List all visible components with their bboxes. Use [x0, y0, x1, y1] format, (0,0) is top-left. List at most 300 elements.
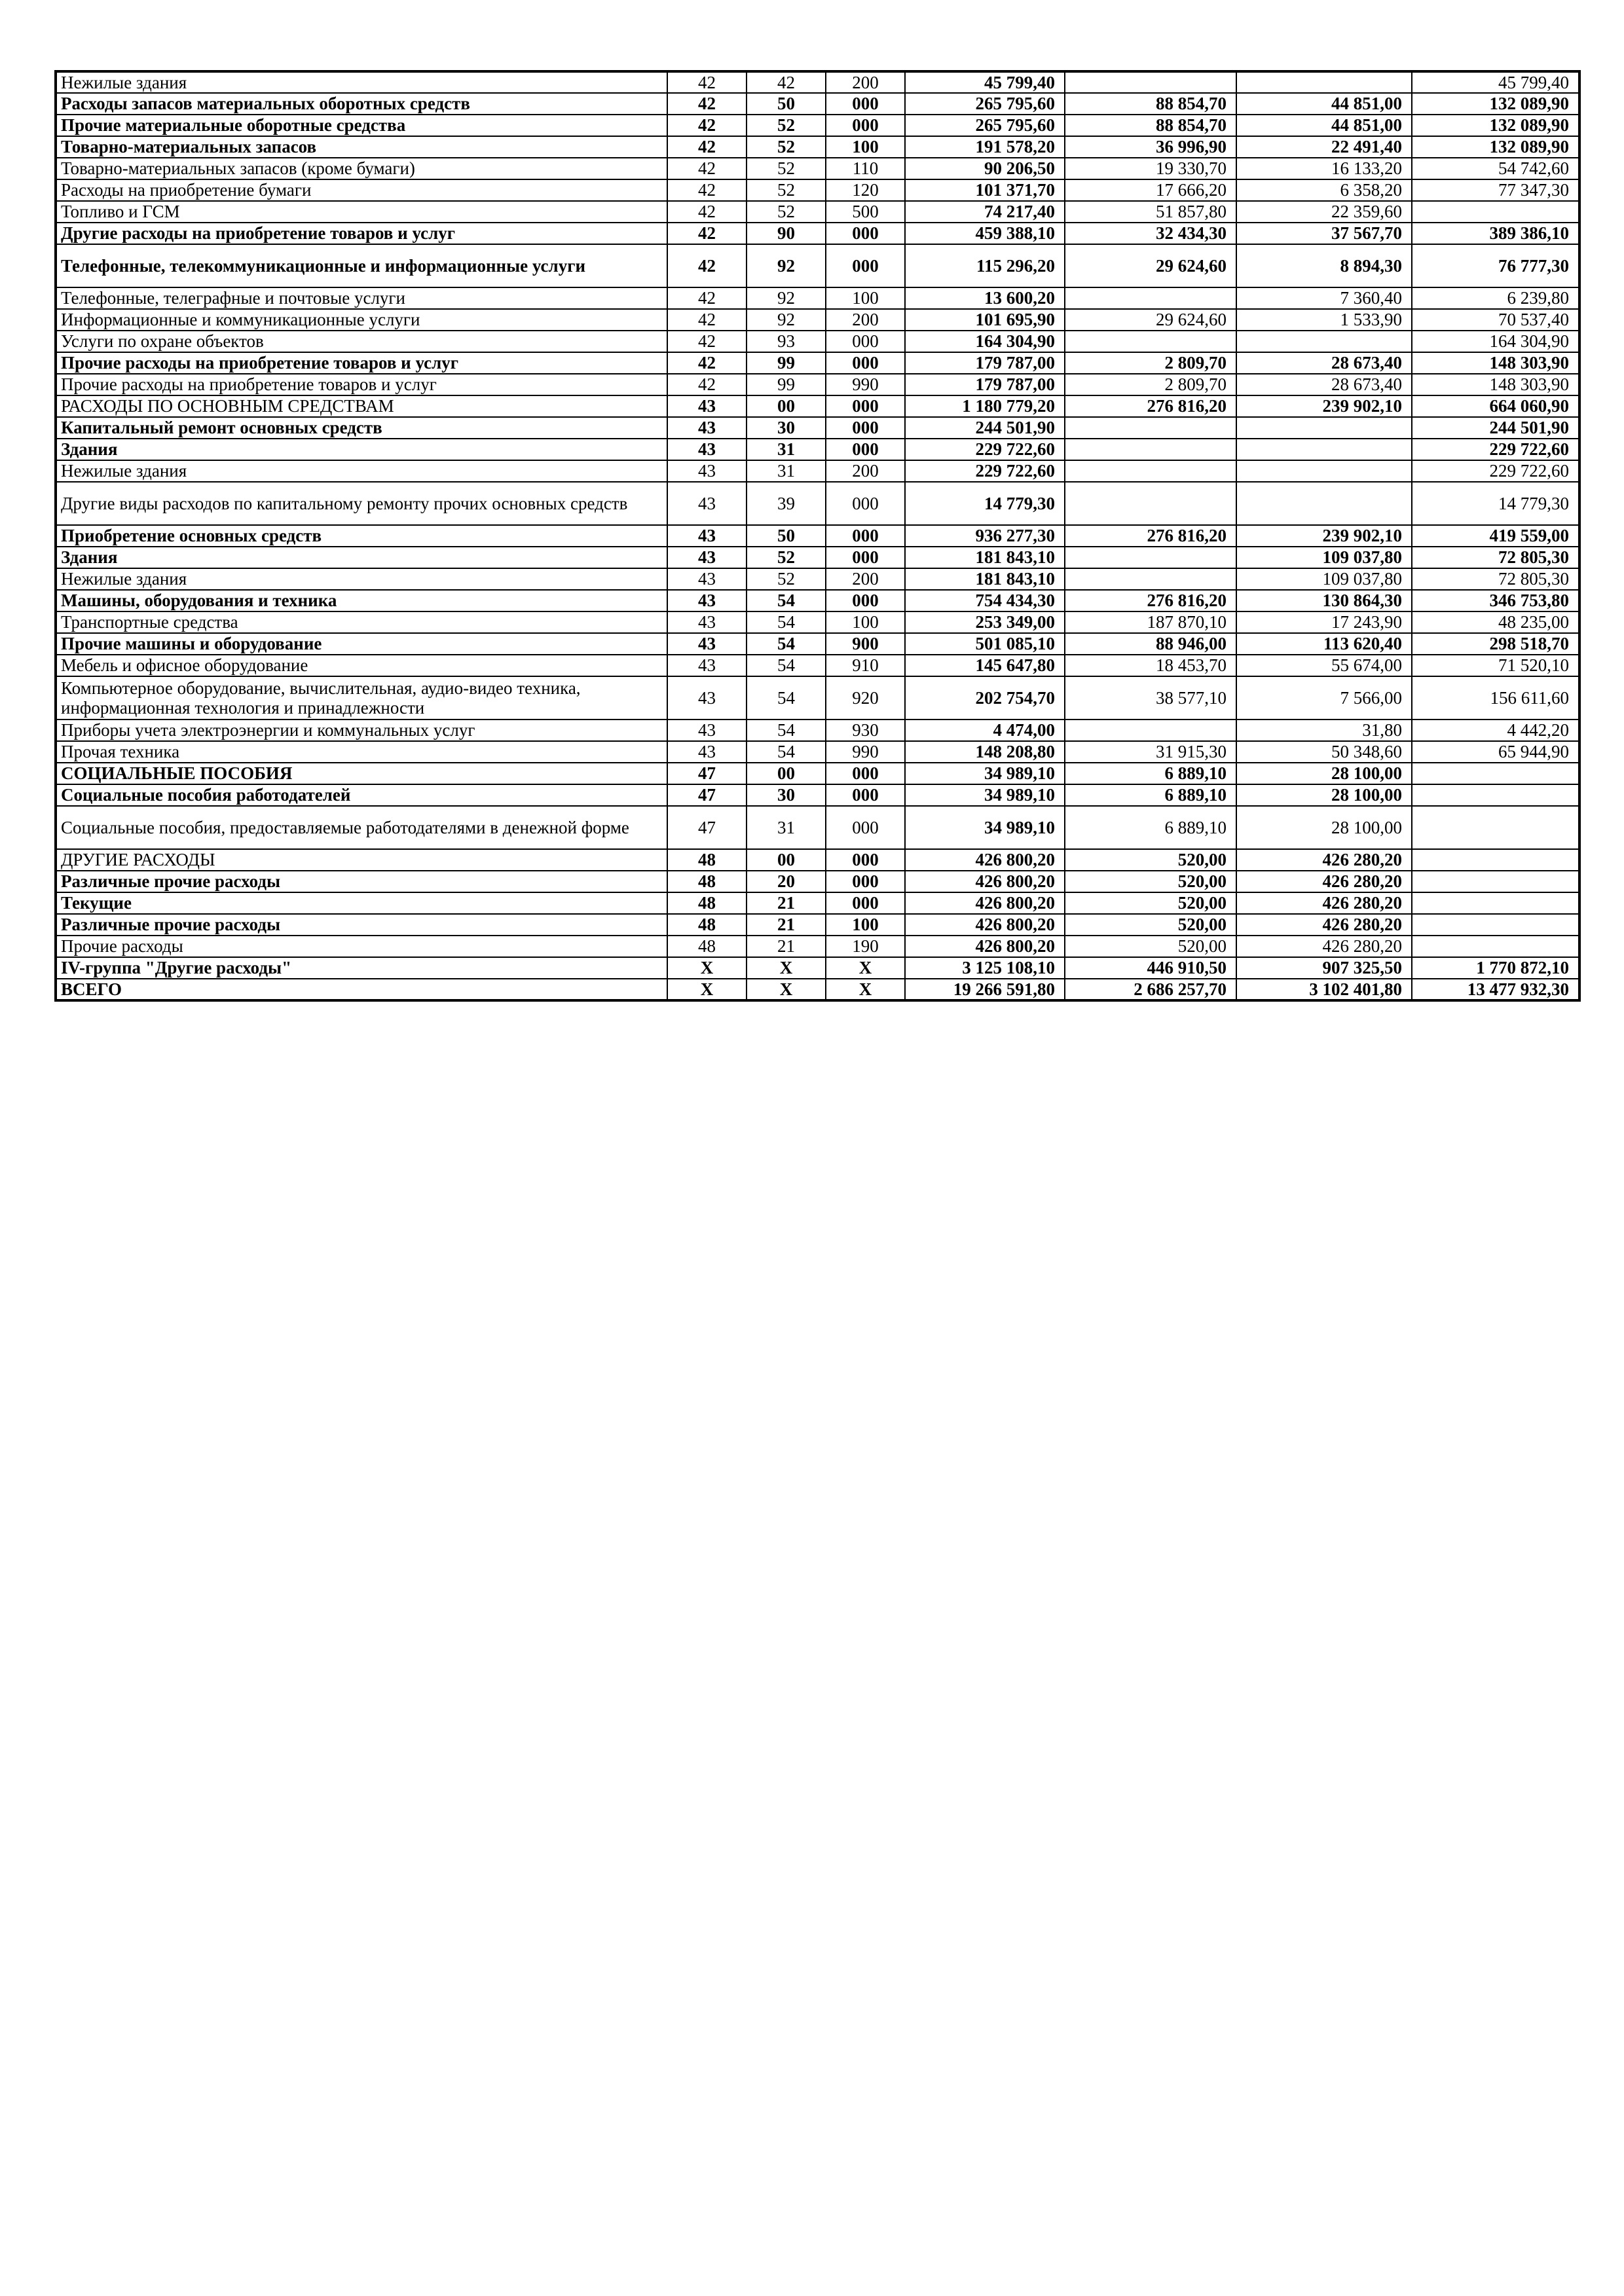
code-section-cell: 42	[667, 223, 747, 244]
code-item-cell: 000	[826, 806, 905, 849]
code-section-cell: 42	[667, 352, 747, 374]
code-subsection-cell: 42	[747, 71, 826, 93]
code-item-cell: 000	[826, 871, 905, 892]
row-name-cell: Здания	[56, 439, 667, 460]
code-item-cell: 500	[826, 201, 905, 223]
amount-col4-cell: 419 559,00	[1412, 525, 1579, 547]
table-row	[56, 676, 1579, 720]
table-row	[56, 374, 1579, 395]
code-item-cell: X	[826, 979, 905, 1000]
code-section-cell: 48	[667, 936, 747, 957]
amount-col2-cell: 88 946,00	[1065, 633, 1236, 655]
code-subsection-cell: 92	[747, 309, 826, 331]
amount-col3-cell	[1236, 417, 1412, 439]
budget-expenses-table	[54, 70, 1581, 1002]
code-section-cell: 47	[667, 784, 747, 806]
code-section-cell: 43	[667, 720, 747, 741]
table-row	[56, 525, 1579, 547]
amount-total-cell: 426 800,20	[905, 936, 1065, 957]
amount-col2-cell: 36 996,90	[1065, 136, 1236, 158]
row-name-cell: Другие расходы на приобретение товаров и услуг	[56, 223, 667, 244]
amount-total-cell: 229 722,60	[905, 439, 1065, 460]
amount-col4-cell: 156 611,60	[1412, 676, 1579, 720]
row-name-cell: Здания	[56, 547, 667, 568]
code-section-cell: 42	[667, 93, 747, 115]
amount-col4-cell: 6 239,80	[1412, 287, 1579, 309]
code-subsection-cell: 54	[747, 720, 826, 741]
code-subsection-cell: 54	[747, 741, 826, 763]
amount-col4-cell: 77 347,30	[1412, 179, 1579, 201]
amount-total-cell: 426 800,20	[905, 871, 1065, 892]
code-section-cell: 43	[667, 741, 747, 763]
amount-col2-cell: 88 854,70	[1065, 115, 1236, 136]
code-section-cell: 43	[667, 655, 747, 676]
code-section-cell: 43	[667, 547, 747, 568]
code-subsection-cell: 52	[747, 568, 826, 590]
amount-total-cell: 101 371,70	[905, 179, 1065, 201]
code-item-cell: 900	[826, 633, 905, 655]
code-item-cell: X	[826, 957, 905, 979]
table-row	[56, 158, 1579, 179]
row-name-cell: Социальные пособия работодателей	[56, 784, 667, 806]
amount-col4-cell: 54 742,60	[1412, 158, 1579, 179]
amount-col3-cell: 22 359,60	[1236, 201, 1412, 223]
amount-col4-cell	[1412, 914, 1579, 936]
code-item-cell: 200	[826, 568, 905, 590]
amount-col2-cell: 88 854,70	[1065, 93, 1236, 115]
row-name-cell: Прочие расходы на приобретение товаров и услуг	[56, 374, 667, 395]
row-name-cell: Прочая техника	[56, 741, 667, 763]
table-row	[56, 223, 1579, 244]
row-name-cell: Нежилые здания	[56, 71, 667, 93]
code-subsection-cell: 20	[747, 871, 826, 892]
amount-col4-cell	[1412, 784, 1579, 806]
amount-col3-cell: 7 360,40	[1236, 287, 1412, 309]
amount-col2-cell: 187 870,10	[1065, 611, 1236, 633]
code-section-cell: 48	[667, 892, 747, 914]
table-row	[56, 871, 1579, 892]
table-row	[56, 655, 1579, 676]
amount-col3-cell: 22 491,40	[1236, 136, 1412, 158]
amount-col2-cell	[1065, 439, 1236, 460]
table-row	[56, 460, 1579, 482]
amount-col3-cell: 426 280,20	[1236, 914, 1412, 936]
row-name-cell: СОЦИАЛЬНЫЕ ПОСОБИЯ	[56, 763, 667, 784]
row-name-cell: Прочие расходы на приобретение товаров и услуг	[56, 352, 667, 374]
amount-col4-cell: 1 770 872,10	[1412, 957, 1579, 979]
code-subsection-cell: 52	[747, 201, 826, 223]
amount-col3-cell: 55 674,00	[1236, 655, 1412, 676]
amount-total-cell: 145 647,80	[905, 655, 1065, 676]
code-item-cell: 120	[826, 179, 905, 201]
code-subsection-cell: 52	[747, 158, 826, 179]
code-item-cell: 000	[826, 395, 905, 417]
amount-total-cell: 1 180 779,20	[905, 395, 1065, 417]
code-section-cell: X	[667, 979, 747, 1000]
row-name-cell: Компьютерное оборудование, вычислительная, аудио-видео техника, информационная технология и принадлежности	[56, 676, 667, 720]
amount-col4-cell	[1412, 201, 1579, 223]
code-section-cell: 47	[667, 763, 747, 784]
code-section-cell: 43	[667, 611, 747, 633]
amount-col2-cell: 520,00	[1065, 849, 1236, 871]
amount-col2-cell: 520,00	[1065, 892, 1236, 914]
amount-col3-cell: 907 325,50	[1236, 957, 1412, 979]
table-row	[56, 482, 1579, 525]
code-subsection-cell: 21	[747, 936, 826, 957]
code-item-cell: 200	[826, 460, 905, 482]
table-row	[56, 287, 1579, 309]
amount-col2-cell: 29 624,60	[1065, 309, 1236, 331]
amount-col2-cell: 38 577,10	[1065, 676, 1236, 720]
code-item-cell: 000	[826, 525, 905, 547]
code-section-cell: 42	[667, 309, 747, 331]
amount-col3-cell: 239 902,10	[1236, 525, 1412, 547]
code-item-cell: 000	[826, 93, 905, 115]
amount-col4-cell: 70 537,40	[1412, 309, 1579, 331]
code-item-cell: 930	[826, 720, 905, 741]
amount-total-cell: 3 125 108,10	[905, 957, 1065, 979]
code-item-cell: 000	[826, 439, 905, 460]
row-name-cell: РАСХОДЫ ПО ОСНОВНЫМ СРЕДСТВАМ	[56, 395, 667, 417]
amount-col4-cell: 48 235,00	[1412, 611, 1579, 633]
code-subsection-cell: 52	[747, 136, 826, 158]
amount-col3-cell: 17 243,90	[1236, 611, 1412, 633]
table-row	[56, 331, 1579, 352]
row-name-cell: Приборы учета электроэнергии и коммунальных услуг	[56, 720, 667, 741]
code-subsection-cell: 54	[747, 611, 826, 633]
amount-col2-cell: 520,00	[1065, 914, 1236, 936]
amount-col3-cell: 426 280,20	[1236, 892, 1412, 914]
code-subsection-cell: X	[747, 979, 826, 1000]
amount-col4-cell: 14 779,30	[1412, 482, 1579, 525]
amount-col3-cell: 16 133,20	[1236, 158, 1412, 179]
row-name-cell: Товарно-материальных запасов	[56, 136, 667, 158]
amount-col2-cell: 2 809,70	[1065, 352, 1236, 374]
row-name-cell: Текущие	[56, 892, 667, 914]
table-row	[56, 244, 1579, 287]
amount-total-cell: 253 349,00	[905, 611, 1065, 633]
amount-col2-cell	[1065, 547, 1236, 568]
code-item-cell: 110	[826, 158, 905, 179]
code-item-cell: 000	[826, 892, 905, 914]
row-name-cell: Телефонные, телеграфные и почтовые услуги	[56, 287, 667, 309]
code-subsection-cell: 30	[747, 784, 826, 806]
amount-col2-cell	[1065, 287, 1236, 309]
code-section-cell: 42	[667, 179, 747, 201]
amount-total-cell: 229 722,60	[905, 460, 1065, 482]
amount-col4-cell: 132 089,90	[1412, 93, 1579, 115]
amount-total-cell: 426 800,20	[905, 849, 1065, 871]
amount-col4-cell: 229 722,60	[1412, 460, 1579, 482]
amount-total-cell: 90 206,50	[905, 158, 1065, 179]
amount-total-cell: 4 474,00	[905, 720, 1065, 741]
row-name-cell: IV-группа "Другие расходы"	[56, 957, 667, 979]
amount-col3-cell: 28 673,40	[1236, 352, 1412, 374]
amount-col3-cell	[1236, 331, 1412, 352]
code-item-cell: 910	[826, 655, 905, 676]
code-item-cell: 990	[826, 374, 905, 395]
amount-col4-cell	[1412, 806, 1579, 849]
code-section-cell: 47	[667, 806, 747, 849]
amount-col2-cell: 19 330,70	[1065, 158, 1236, 179]
code-section-cell: 43	[667, 395, 747, 417]
table-row	[56, 201, 1579, 223]
row-name-cell: Прочие расходы	[56, 936, 667, 957]
amount-col2-cell	[1065, 417, 1236, 439]
code-subsection-cell: 92	[747, 244, 826, 287]
amount-col3-cell: 426 280,20	[1236, 936, 1412, 957]
code-section-cell: 43	[667, 460, 747, 482]
code-subsection-cell: 54	[747, 655, 826, 676]
code-subsection-cell: 50	[747, 525, 826, 547]
amount-total-cell: 101 695,90	[905, 309, 1065, 331]
row-name-cell: Капитальный ремонт основных средств	[56, 417, 667, 439]
code-subsection-cell: 99	[747, 374, 826, 395]
amount-col2-cell: 6 889,10	[1065, 763, 1236, 784]
code-item-cell: 100	[826, 136, 905, 158]
code-item-cell: 190	[826, 936, 905, 957]
code-section-cell: 48	[667, 914, 747, 936]
code-section-cell: 43	[667, 439, 747, 460]
amount-col2-cell	[1065, 71, 1236, 93]
amount-col2-cell: 51 857,80	[1065, 201, 1236, 223]
amount-total-cell: 19 266 591,80	[905, 979, 1065, 1000]
amount-col4-cell: 346 753,80	[1412, 590, 1579, 611]
code-item-cell: 000	[826, 482, 905, 525]
amount-col2-cell: 446 910,50	[1065, 957, 1236, 979]
table-row	[56, 633, 1579, 655]
code-subsection-cell: 31	[747, 439, 826, 460]
row-name-cell: Информационные и коммуникационные услуги	[56, 309, 667, 331]
code-section-cell: 42	[667, 115, 747, 136]
amount-col4-cell: 45 799,40	[1412, 71, 1579, 93]
row-name-cell: Социальные пособия, предоставляемые работодателями в денежной форме	[56, 806, 667, 849]
row-name-cell: Приобретение основных средств	[56, 525, 667, 547]
code-item-cell: 000	[826, 590, 905, 611]
code-subsection-cell: 21	[747, 892, 826, 914]
code-item-cell: 000	[826, 352, 905, 374]
amount-total-cell: 34 989,10	[905, 784, 1065, 806]
code-subsection-cell: 54	[747, 633, 826, 655]
amount-col2-cell	[1065, 331, 1236, 352]
amount-col2-cell	[1065, 460, 1236, 482]
amount-col2-cell: 276 816,20	[1065, 525, 1236, 547]
code-section-cell: 42	[667, 374, 747, 395]
code-section-cell: 48	[667, 871, 747, 892]
row-name-cell: Товарно-материальных запасов (кроме бумаги)	[56, 158, 667, 179]
code-section-cell: 42	[667, 201, 747, 223]
amount-col3-cell: 44 851,00	[1236, 93, 1412, 115]
amount-col2-cell: 276 816,20	[1065, 395, 1236, 417]
amount-total-cell: 179 787,00	[905, 352, 1065, 374]
code-section-cell: 42	[667, 71, 747, 93]
code-item-cell: 000	[826, 784, 905, 806]
amount-col2-cell: 32 434,30	[1065, 223, 1236, 244]
amount-col4-cell: 132 089,90	[1412, 136, 1579, 158]
table-row	[56, 720, 1579, 741]
code-subsection-cell: 00	[747, 395, 826, 417]
amount-col3-cell	[1236, 482, 1412, 525]
amount-col4-cell: 72 805,30	[1412, 568, 1579, 590]
code-item-cell: 000	[826, 417, 905, 439]
table-row	[56, 892, 1579, 914]
table-row	[56, 93, 1579, 115]
amount-col3-cell: 426 280,20	[1236, 871, 1412, 892]
table-row	[56, 936, 1579, 957]
code-subsection-cell: 52	[747, 115, 826, 136]
amount-col3-cell: 426 280,20	[1236, 849, 1412, 871]
code-item-cell: 000	[826, 763, 905, 784]
code-section-cell: X	[667, 957, 747, 979]
amount-col3-cell: 28 100,00	[1236, 784, 1412, 806]
amount-col2-cell: 31 915,30	[1065, 741, 1236, 763]
amount-total-cell: 202 754,70	[905, 676, 1065, 720]
code-subsection-cell: 54	[747, 590, 826, 611]
amount-col3-cell: 28 100,00	[1236, 763, 1412, 784]
amount-col3-cell	[1236, 71, 1412, 93]
amount-total-cell: 754 434,30	[905, 590, 1065, 611]
code-item-cell: 000	[826, 115, 905, 136]
amount-col3-cell: 1 533,90	[1236, 309, 1412, 331]
amount-col4-cell: 13 477 932,30	[1412, 979, 1579, 1000]
amount-col4-cell: 229 722,60	[1412, 439, 1579, 460]
code-subsection-cell: 39	[747, 482, 826, 525]
table-row	[56, 741, 1579, 763]
amount-col4-cell: 148 303,90	[1412, 374, 1579, 395]
amount-total-cell: 191 578,20	[905, 136, 1065, 158]
row-name-cell: Телефонные, телекоммуникационные и информационные услуги	[56, 244, 667, 287]
code-item-cell: 200	[826, 309, 905, 331]
amount-total-cell: 426 800,20	[905, 914, 1065, 936]
amount-col2-cell: 18 453,70	[1065, 655, 1236, 676]
amount-total-cell: 45 799,40	[905, 71, 1065, 93]
amount-total-cell: 34 989,10	[905, 806, 1065, 849]
amount-total-cell: 13 600,20	[905, 287, 1065, 309]
amount-col4-cell: 71 520,10	[1412, 655, 1579, 676]
code-section-cell: 43	[667, 568, 747, 590]
code-item-cell: 000	[826, 849, 905, 871]
code-section-cell: 42	[667, 158, 747, 179]
row-name-cell: Нежилые здания	[56, 460, 667, 482]
table-row	[56, 849, 1579, 871]
table-row	[56, 611, 1579, 633]
amount-col4-cell: 298 518,70	[1412, 633, 1579, 655]
table-row	[56, 547, 1579, 568]
code-section-cell: 43	[667, 633, 747, 655]
table-row	[56, 957, 1579, 979]
row-name-cell: Мебель и офисное оборудование	[56, 655, 667, 676]
amount-total-cell: 14 779,30	[905, 482, 1065, 525]
amount-col4-cell: 65 944,90	[1412, 741, 1579, 763]
amount-col3-cell	[1236, 439, 1412, 460]
amount-col2-cell: 520,00	[1065, 936, 1236, 957]
amount-col3-cell: 109 037,80	[1236, 547, 1412, 568]
amount-total-cell: 265 795,60	[905, 93, 1065, 115]
row-name-cell: Расходы запасов материальных оборотных средств	[56, 93, 667, 115]
table-row	[56, 979, 1579, 1000]
amount-col2-cell: 2 686 257,70	[1065, 979, 1236, 1000]
amount-col4-cell	[1412, 849, 1579, 871]
amount-total-cell: 244 501,90	[905, 417, 1065, 439]
code-item-cell: 000	[826, 331, 905, 352]
table-row	[56, 806, 1579, 849]
amount-col3-cell: 6 358,20	[1236, 179, 1412, 201]
amount-col3-cell: 37 567,70	[1236, 223, 1412, 244]
amount-total-cell: 164 304,90	[905, 331, 1065, 352]
row-name-cell: Нежилые здания	[56, 568, 667, 590]
code-item-cell: 200	[826, 71, 905, 93]
amount-total-cell: 148 208,80	[905, 741, 1065, 763]
code-item-cell: 100	[826, 287, 905, 309]
amount-col3-cell: 113 620,40	[1236, 633, 1412, 655]
code-section-cell: 43	[667, 482, 747, 525]
amount-col4-cell: 389 386,10	[1412, 223, 1579, 244]
amount-col3-cell: 3 102 401,80	[1236, 979, 1412, 1000]
amount-col4-cell: 72 805,30	[1412, 547, 1579, 568]
amount-total-cell: 34 989,10	[905, 763, 1065, 784]
row-name-cell: Услуги по охране объектов	[56, 331, 667, 352]
amount-total-cell: 179 787,00	[905, 374, 1065, 395]
amount-col2-cell: 17 666,20	[1065, 179, 1236, 201]
amount-total-cell: 181 843,10	[905, 547, 1065, 568]
amount-col3-cell: 31,80	[1236, 720, 1412, 741]
amount-col4-cell	[1412, 892, 1579, 914]
table-row	[56, 568, 1579, 590]
code-item-cell: 000	[826, 547, 905, 568]
amount-col3-cell: 28 673,40	[1236, 374, 1412, 395]
amount-col2-cell	[1065, 720, 1236, 741]
amount-col2-cell: 520,00	[1065, 871, 1236, 892]
table-row	[56, 914, 1579, 936]
amount-col3-cell: 7 566,00	[1236, 676, 1412, 720]
code-section-cell: 42	[667, 331, 747, 352]
amount-col4-cell: 148 303,90	[1412, 352, 1579, 374]
row-name-cell: Топливо и ГСМ	[56, 201, 667, 223]
table-row	[56, 784, 1579, 806]
amount-col4-cell: 132 089,90	[1412, 115, 1579, 136]
amount-total-cell: 181 843,10	[905, 568, 1065, 590]
table-row	[56, 71, 1579, 93]
amount-col4-cell	[1412, 936, 1579, 957]
table-row	[56, 309, 1579, 331]
amount-col2-cell	[1065, 482, 1236, 525]
amount-col3-cell: 109 037,80	[1236, 568, 1412, 590]
amount-col3-cell	[1236, 460, 1412, 482]
amount-col3-cell: 28 100,00	[1236, 806, 1412, 849]
amount-total-cell: 265 795,60	[905, 115, 1065, 136]
code-subsection-cell: 21	[747, 914, 826, 936]
row-name-cell: Прочие материальные оборотные средства	[56, 115, 667, 136]
row-name-cell: Другие виды расходов по капитальному ремонту прочих основных средств	[56, 482, 667, 525]
amount-total-cell: 501 085,10	[905, 633, 1065, 655]
amount-col4-cell	[1412, 763, 1579, 784]
code-item-cell: 000	[826, 223, 905, 244]
code-subsection-cell: X	[747, 957, 826, 979]
amount-col4-cell: 76 777,30	[1412, 244, 1579, 287]
table-row	[56, 115, 1579, 136]
amount-col3-cell: 8 894,30	[1236, 244, 1412, 287]
code-subsection-cell: 00	[747, 849, 826, 871]
code-subsection-cell: 52	[747, 547, 826, 568]
row-name-cell: Расходы на приобретение бумаги	[56, 179, 667, 201]
row-name-cell: Прочие машины и оборудование	[56, 633, 667, 655]
code-section-cell: 42	[667, 287, 747, 309]
code-subsection-cell: 54	[747, 676, 826, 720]
table-row	[56, 417, 1579, 439]
amount-col3-cell: 239 902,10	[1236, 395, 1412, 417]
table-row	[56, 439, 1579, 460]
table-row	[56, 179, 1579, 201]
